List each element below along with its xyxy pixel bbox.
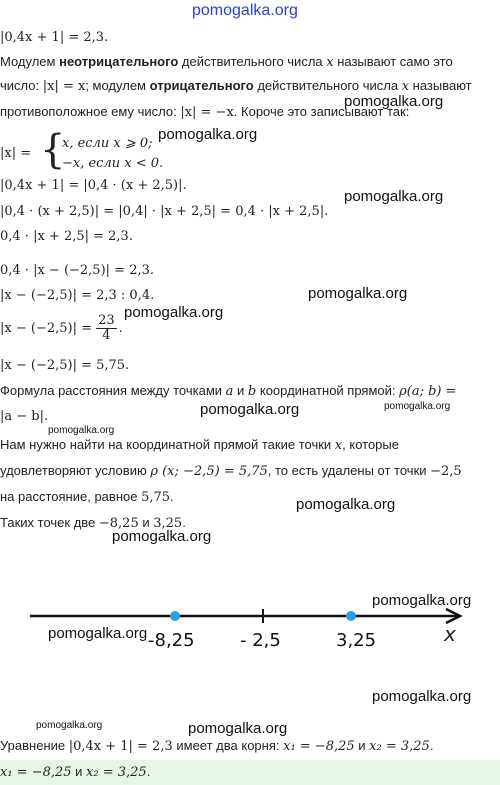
explanation-line-4: Таких точек две −8,25 и 3,25. <box>0 515 186 531</box>
watermark: pomogalka.org <box>308 285 408 302</box>
watermark: pomogalka.org <box>48 425 115 436</box>
abs-definition-lhs: |x| = <box>0 146 32 161</box>
number-line-label-3: 3,25 <box>336 630 377 651</box>
watermark-top: pomogalka.org <box>192 2 298 19</box>
answer-text: x₁ = −8,25 и x₂ = 3,25. <box>0 764 151 780</box>
derivation-line: |x − (−2,5)| = 5,75. <box>0 358 130 373</box>
number-line-axis-label: x <box>444 622 456 646</box>
derivation-line: 0,4 · |x + 2,5| = 2,3. <box>0 229 133 244</box>
distance-formula-cont: |a − b|. <box>0 409 49 424</box>
watermark: pomogalka.org <box>158 126 258 143</box>
watermark: pomogalka.org <box>372 592 472 609</box>
watermark: pomogalka.org <box>36 720 103 731</box>
system-row-1: x, если x ⩾ 0; <box>62 136 153 151</box>
fraction: $\frac{23}{4}$ <box>98 313 115 343</box>
watermark: pomogalka.org <box>384 401 451 412</box>
number-line-label-1: -8,25 <box>148 630 195 651</box>
explanation-line-1: Нам нужно найти на координатной прямой такие точки x, которые <box>0 437 399 453</box>
watermark: pomogalka.org <box>296 496 396 513</box>
equation-original: |0,4x + 1| = 2,3. <box>0 30 109 45</box>
derivation-line: 0,4 · |x − (−2,5)| = 2,3. <box>0 263 154 278</box>
number-line-label-2: - 2,5 <box>240 630 281 651</box>
definition-line-2: число: |x| = x; модулем отрицательного действительного числа x называют <box>0 78 472 94</box>
watermark: pomogalka.org <box>188 720 288 737</box>
point-root-1 <box>170 611 180 621</box>
derivation-line: |x − (−2,5)| = 2,3 : 0,4. <box>0 288 155 303</box>
watermark: pomogalka.org <box>112 528 212 545</box>
definition-line-3: противоположное ему число: |x| = −x. Короче это записывают так: <box>0 104 410 120</box>
point-root-2 <box>346 611 356 621</box>
derivation-line-fraction: |x − (−2,5)| = $\frac{23}{4}$ . <box>0 313 123 343</box>
derivation-line: |0,4x + 1| = |0,4 · (x + 2,5)|. <box>0 178 187 193</box>
watermark: pomogalka.org <box>344 188 444 205</box>
explanation-line-2: удовлетворяют условию ρ (x; −2,5) = 5,75, то есть удалены от точки −2,5 <box>0 463 462 479</box>
watermark: pomogalka.org <box>372 688 472 705</box>
explanation-line-3: на расстояние, равное 5,75. <box>0 489 174 505</box>
definition-line-1: Модулем неотрицательного действительного числа x называют само это <box>0 54 453 70</box>
conclusion-line: Уравнение |0,4x + 1| = 2,3 имеет два корня: x₁ = −8,25 и x₂ = 3,25. <box>0 738 434 754</box>
watermark: pomogalka.org <box>48 625 148 642</box>
watermark: pomogalka.org <box>344 93 444 110</box>
brace-icon: { <box>40 127 66 173</box>
watermark: pomogalka.org <box>124 304 224 321</box>
distance-formula-line: Формула расстояния между точками a и b координатной прямой: ρ(a; b) = <box>0 383 457 399</box>
system-row-2: −x, если x < 0. <box>62 156 164 171</box>
derivation-line: |0,4 · (x + 2,5)| = |0,4| · |x + 2,5| = 0,4 · |x + 2,5|. <box>0 204 329 219</box>
answer-box <box>0 760 500 785</box>
watermark: pomogalka.org <box>200 401 300 418</box>
